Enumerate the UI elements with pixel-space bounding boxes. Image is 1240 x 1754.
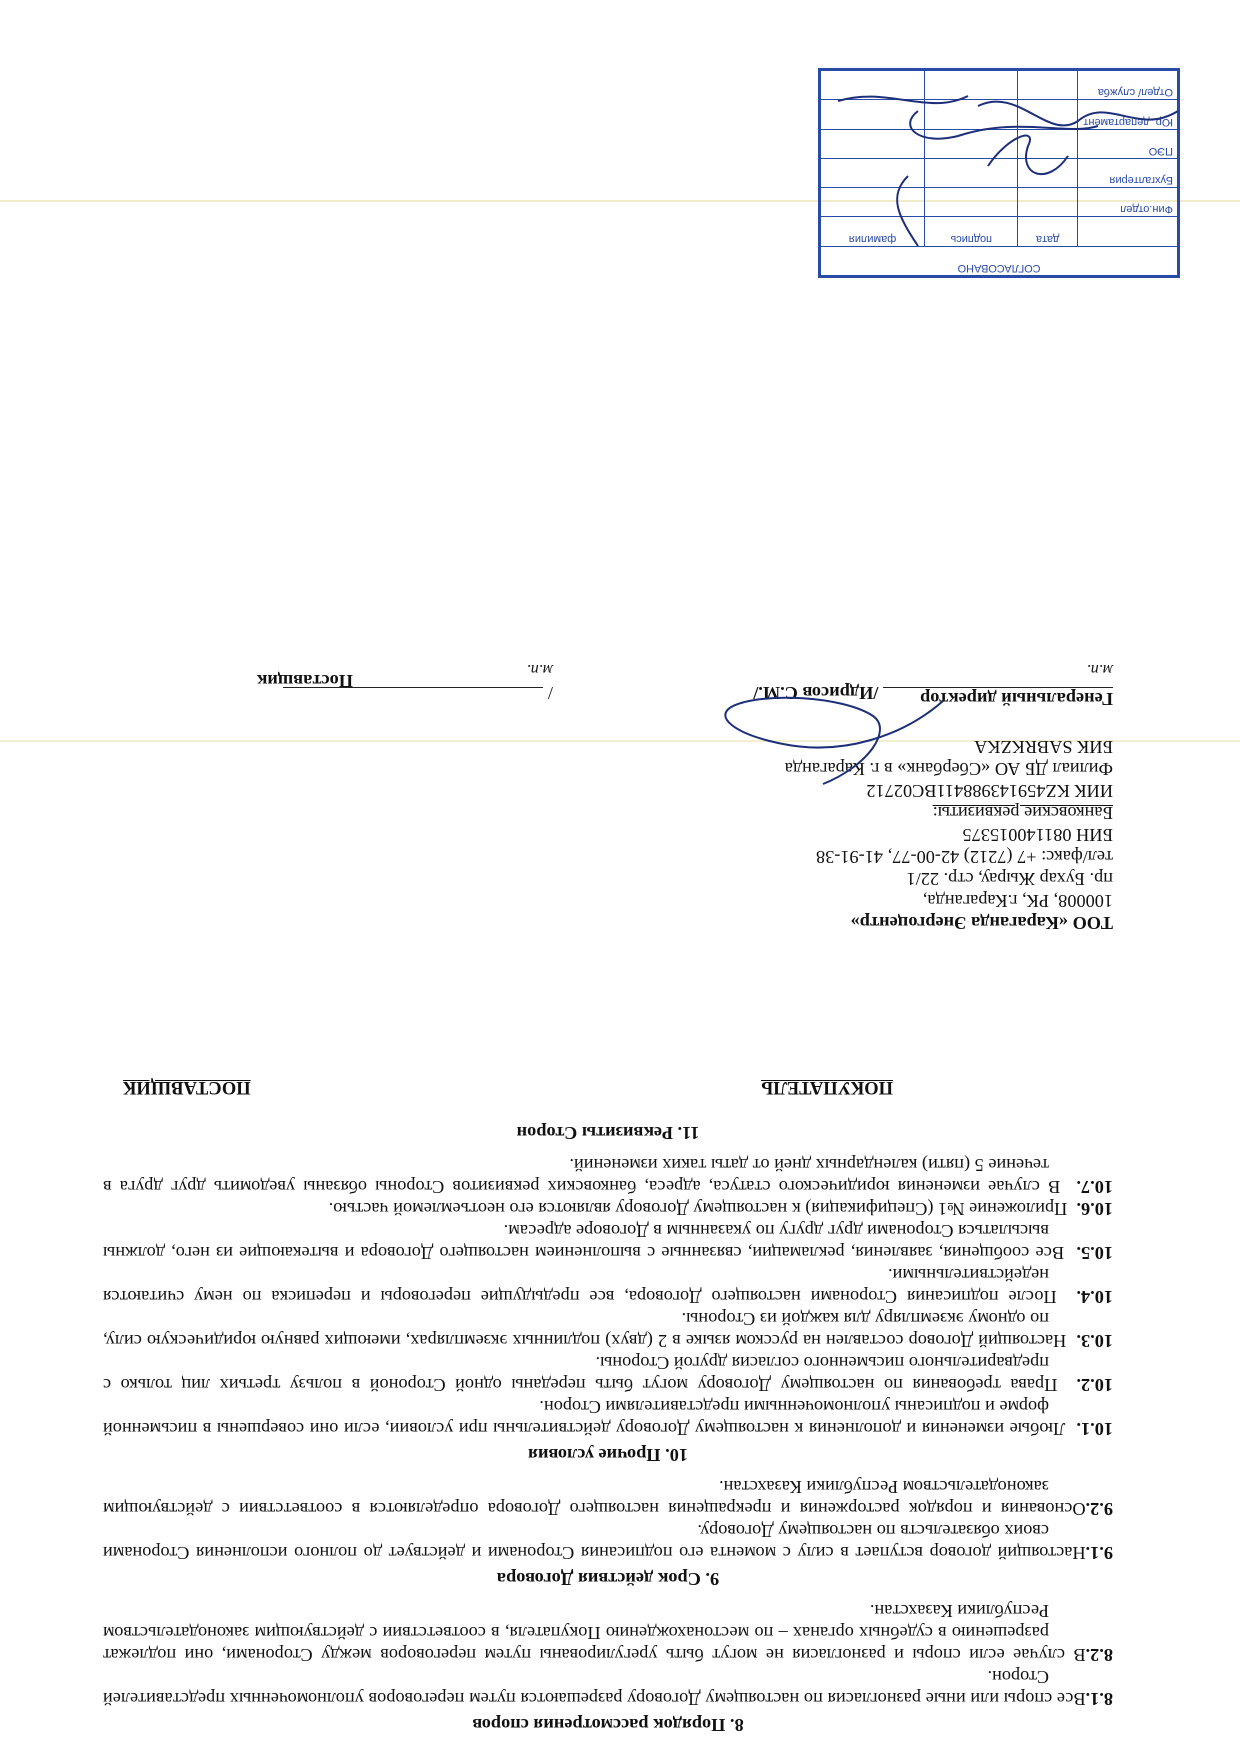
clause-number: 9.2. — [1085, 1499, 1113, 1519]
buyer-iik: ИИК KZ459143988411BC02712 — [866, 781, 1113, 801]
clause-number: 10.6. — [1076, 1199, 1113, 1219]
clause-9-1 — [103, 1520, 1113, 1564]
supplier-label: Поставщик — [256, 671, 353, 691]
clause-10-5 — [103, 1220, 1113, 1264]
buyer-bik: БИК SABRKZKA — [974, 737, 1113, 757]
supplier-mp: м.п. — [526, 661, 553, 678]
clause-text: В случае изменения юридического статуса, адреса, банковских реквизитов Стороны обязаны уведомить друг друга в течение 5 (пяти) календарных дней от даты таких изменений. — [103, 1155, 1061, 1197]
clause-text: Настоящий Договор составлен на русском языке в 2 (двух) подлинных экземплярах, имеющих равную юридическую силу, по одному экземпляру для каждой из Стороны. — [103, 1309, 1067, 1351]
stamp-col-date: дата — [1018, 217, 1078, 246]
contract-text — [102, 661, 1113, 1746]
buyer-bank: Филиал ДБ АО «Сбербанк» в г. Караганда — [784, 759, 1113, 779]
supplier-heading: ПОСТАВЩИК — [123, 1077, 251, 1097]
buyer-mp: м.п. — [1086, 661, 1113, 678]
stamp-title: СОГЛАСОВАНО — [821, 246, 1178, 275]
clause-number: 10.7. — [1076, 1177, 1113, 1197]
signature-underline — [283, 687, 543, 706]
stamp-row-label: ПЭО — [1078, 129, 1178, 158]
clause-text: Права требования по настоящему Договору могут быть переданы одной Стороной в пользу третьих лиц только с предварительного письменного согласия другой Стороны. — [103, 1353, 1058, 1395]
stamp-row-label: Фин.отдел — [1078, 188, 1178, 217]
buyer-position: Генеральный директор — [920, 689, 1113, 709]
buyer-address-1: 100008, РК, г.Караганда, — [922, 891, 1113, 911]
clause-10-1 — [103, 1396, 1113, 1440]
buyer-heading: ПОКУПАТЕЛЬ — [761, 1077, 893, 1097]
requisites-headers — [103, 1076, 1113, 1098]
clause-number: 10.4. — [1076, 1287, 1113, 1307]
stamp-col-sign: подпись — [925, 217, 1018, 246]
supplier-slash: / — [547, 683, 553, 703]
clause-10-3 — [103, 1308, 1113, 1352]
approval-stamp — [818, 68, 1180, 278]
clause-text: После подписания Сторонами настоящего Договора, все предыдущие переговоры и переписка по нему считаются недействительными. — [102, 1265, 1057, 1307]
clause-10-7 — [103, 1154, 1113, 1198]
stamp-col-name: фамилия — [821, 217, 925, 246]
buyer-address-2: пр. Бухар Жырау, стр. 22/1 — [906, 869, 1113, 889]
supplier-signature-line — [223, 658, 553, 706]
buyer-signer: /Идрисов С.М./ — [753, 683, 879, 703]
clause-10-6 — [103, 1198, 1113, 1220]
buyer-name: ТОО «Караганда Энергоцентр» — [850, 913, 1113, 933]
clause-number: 8.1. — [1085, 1689, 1113, 1709]
clause-number: 8.2. — [1085, 1645, 1113, 1665]
buyer-handwritten-signature — [703, 676, 963, 796]
clause-text: В случае если споры и разногласия не могут быть урегулированы путем переговоров между Сторонами, они подлежат разрешению в судебных органах – по местонахождению Покупателя, в соответствии с действующим законодательством Республики Казахстан. — [103, 1601, 1086, 1665]
clause-8-1 — [103, 1666, 1113, 1710]
section-11-heading: 11. Реквизиты Сторон — [516, 1123, 700, 1143]
clause-number: 10.3. — [1076, 1331, 1113, 1351]
clause-number: 10.2. — [1076, 1375, 1113, 1395]
clause-text: Основания и порядок расторжения и прекращения настоящего Договора определяются в соответствии с действующим законодательством Республики Казахстан. — [103, 1477, 1086, 1519]
clause-text: Все споры или иные разногласия по настоящему Договору разрешаются путем переговоров уполномоченных представителей Сторон. — [103, 1667, 1086, 1709]
buyer-bin: БИН 081140015375 — [962, 825, 1113, 845]
clause-text: Настоящий договор вступает в силу с момента его подписания Сторонами и действует до полного исполнения Сторонами своих обязательств по настоящему Договору. — [103, 1521, 1086, 1563]
section-10-heading: 10. Прочие условия — [528, 1445, 688, 1465]
clause-10-4 — [103, 1264, 1113, 1308]
clause-10-2 — [103, 1352, 1113, 1396]
buyer-phone: тел/факс: +7 (7212) 42-00-77, 41-91-38 — [816, 847, 1113, 867]
clause-number: 10.1. — [1076, 1419, 1113, 1439]
clause-8-2 — [103, 1600, 1113, 1666]
stamp-row-label: Отдел/ служба — [1078, 71, 1178, 100]
stamp-row-label: Бухгалтерия — [1078, 158, 1178, 187]
stamp-corner — [1078, 217, 1178, 246]
section-9-heading: 9. Срок действия Договора — [496, 1569, 720, 1589]
clause-text: Все сообщения, заявления, рекламации, связанные с выполнением настоящего Договора и вытекающие из него, должны высылаться Сторонами друг другу по указанным в Договоре адресам. — [103, 1221, 1065, 1263]
stamp-row-label: Юр. департамент — [1078, 100, 1178, 129]
buyer-bank-label: Банковские реквизиты: — [932, 803, 1113, 823]
clause-9-2 — [103, 1476, 1113, 1520]
section-8-heading: 8. Порядок рассмотрения споров — [472, 1715, 744, 1735]
clause-number: 10.5. — [1076, 1243, 1113, 1263]
clause-text: Любые изменения и дополнения к настоящему Договору действительны при условии, если они совершены в письменной форме и подписаны уполномоченными представителями Сторон. — [103, 1397, 1066, 1439]
supplier-requisites — [93, 670, 353, 934]
stamp-table — [820, 70, 1178, 276]
clause-text: Приложение №1 (Спецификация) к настоящему Договору являются его неотъемлемой частью. — [328, 1199, 1068, 1219]
clause-number: 9.1. — [1085, 1543, 1113, 1563]
